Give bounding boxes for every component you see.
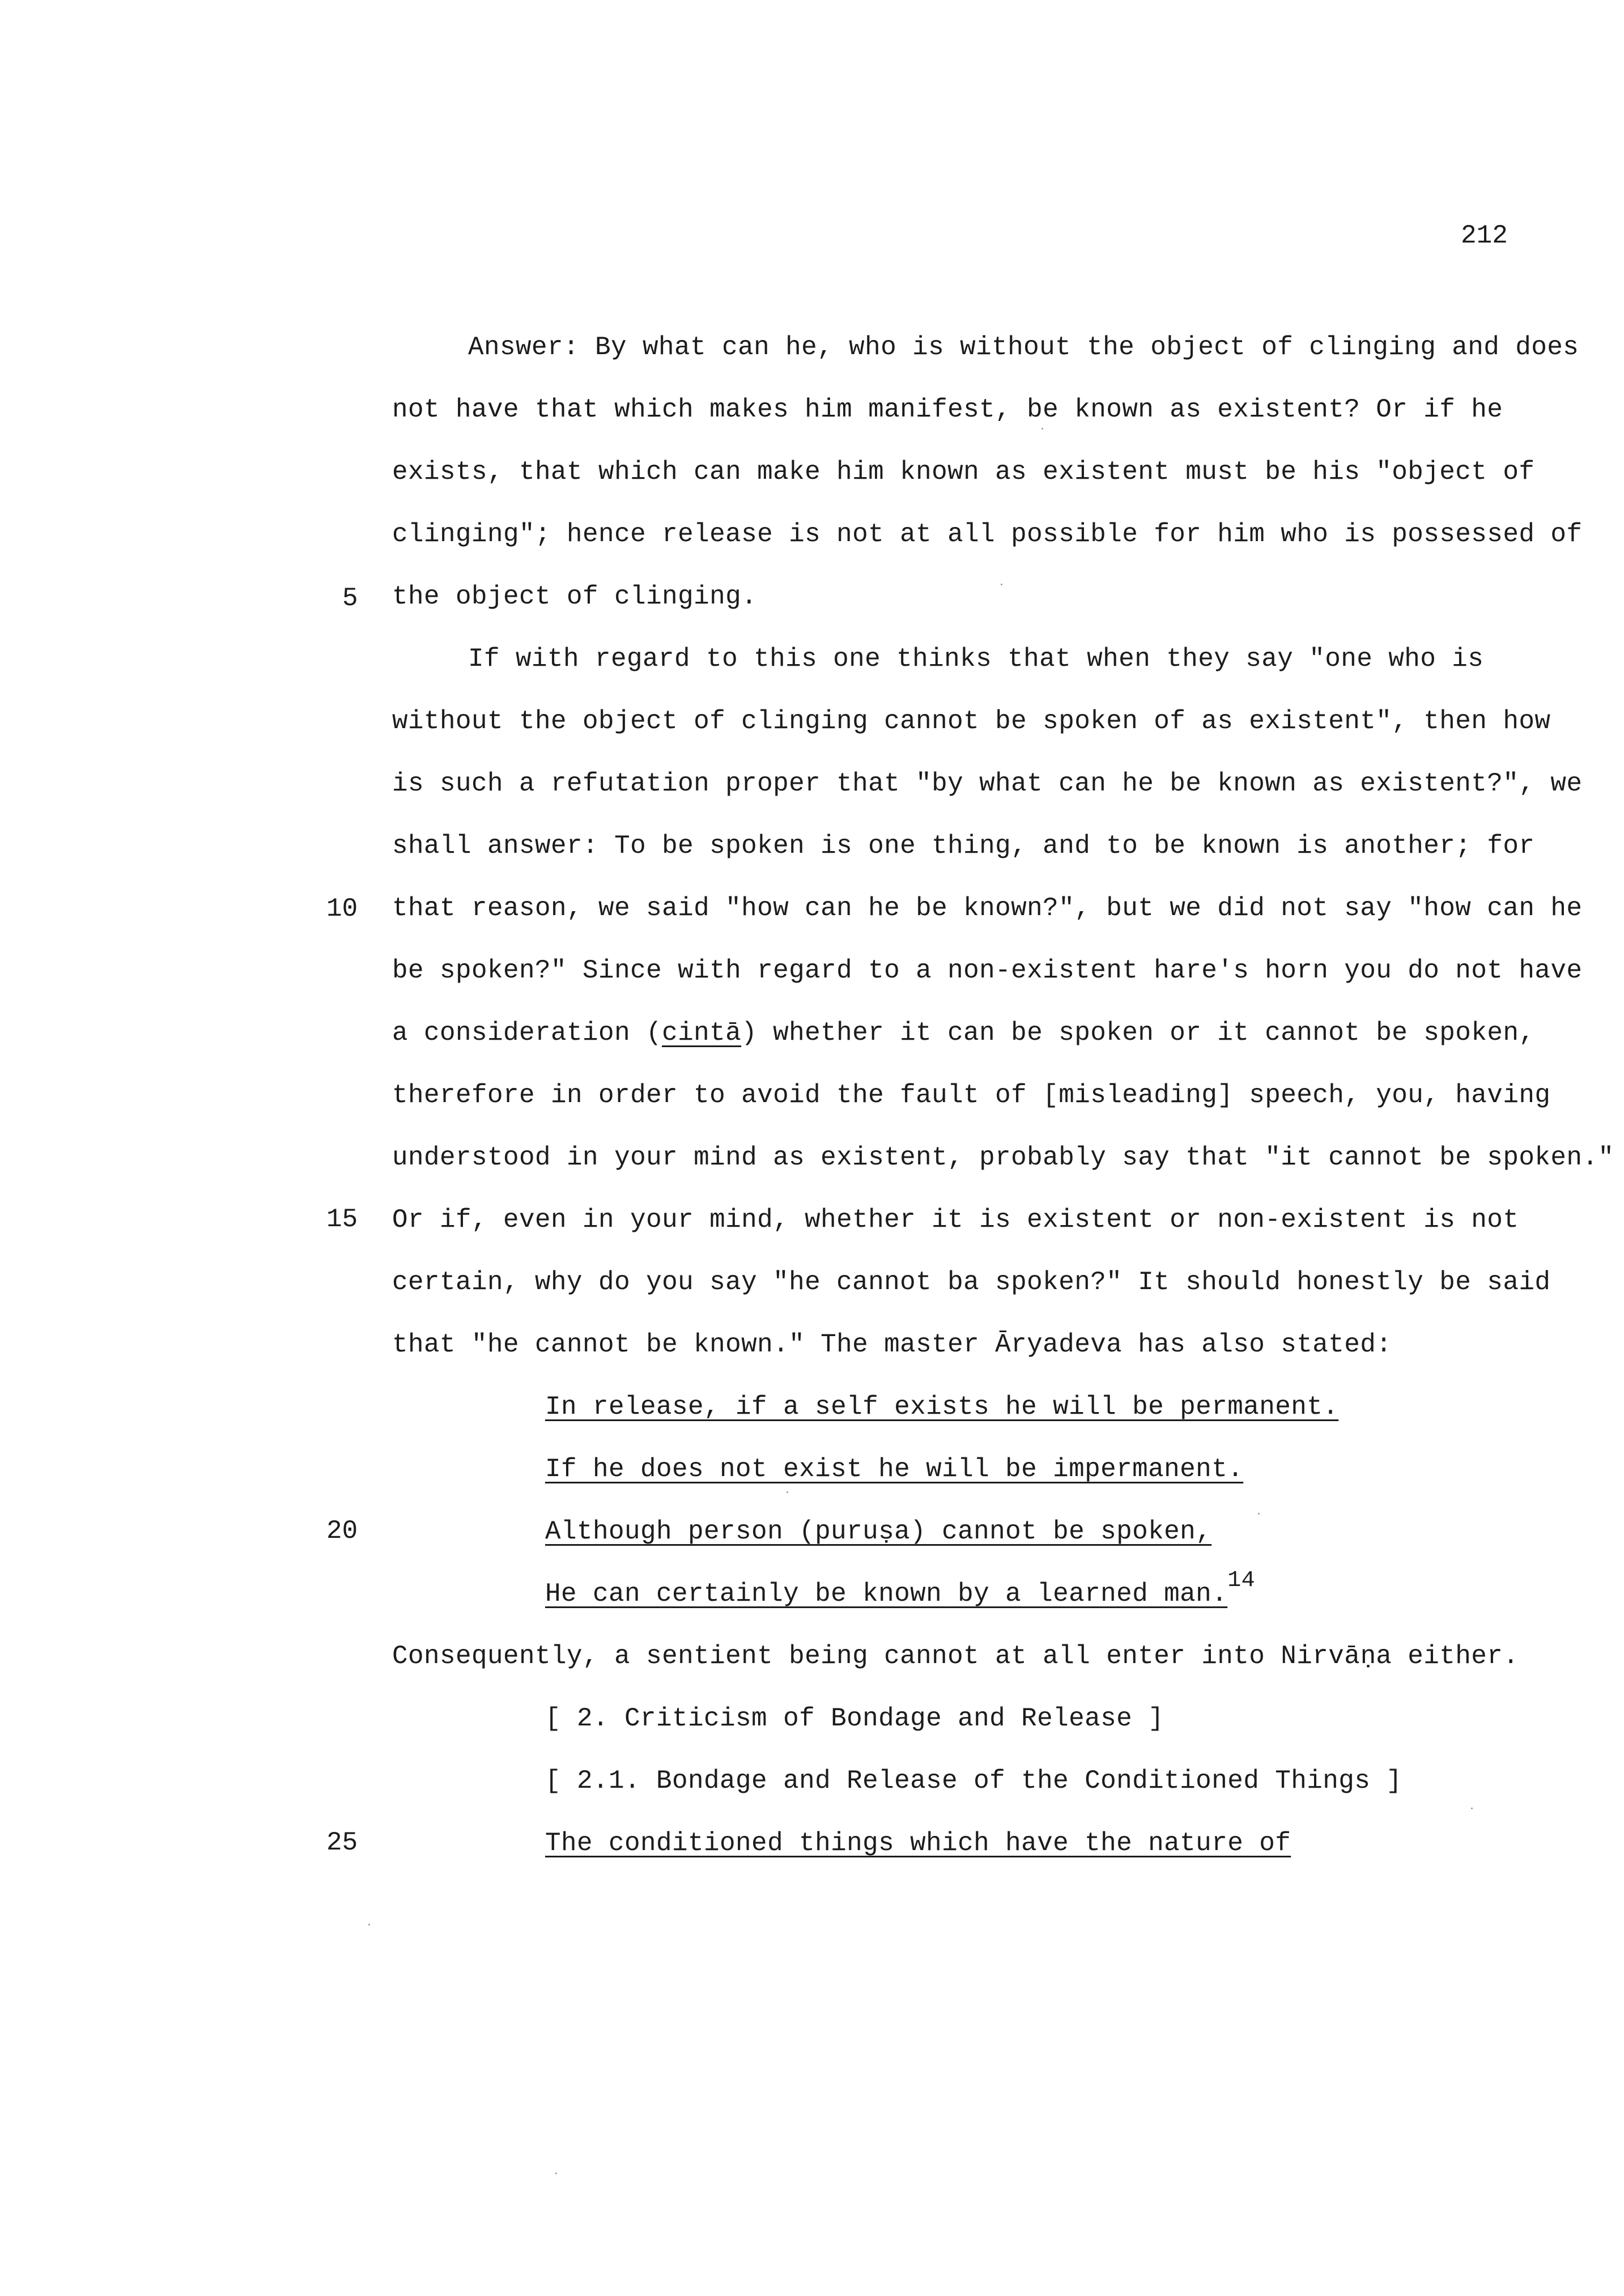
text-line xyxy=(392,1017,1534,1049)
sanskrit-term: cintā xyxy=(662,1018,742,1048)
scan-speck xyxy=(1041,428,1043,430)
verse-line: In release, if a self exists he will be permanent. xyxy=(545,1392,1339,1422)
text-line: is such a refutation proper that "by what can he be known as existent?", we xyxy=(392,769,1583,798)
text-line: understood in your mind as existent, probably say that "it cannot be spoken." xyxy=(392,1143,1614,1172)
scan-speck xyxy=(1471,1808,1473,1809)
text-line: shall answer: To be spoken is one thing, and to be known is another; for xyxy=(392,831,1535,861)
page-number: 212 xyxy=(1461,221,1508,250)
verse-line: If he does not exist he will be impermanent. xyxy=(545,1455,1244,1484)
text-line: the object of clinging. xyxy=(392,582,758,611)
text-line: Answer: By what can he, who is without the object of clinging and does xyxy=(468,333,1579,362)
scan-speck xyxy=(368,1924,370,1925)
verse-line: Although person (puruṣa) cannot be spoken, xyxy=(545,1517,1212,1546)
text-line: not have that which makes him manifest, be known as existent? Or if he xyxy=(392,395,1503,424)
text-line: clinging"; hence release is not at all possible for him who is possessed of xyxy=(392,520,1583,549)
scan-speck xyxy=(787,1491,788,1493)
text-segment: a consideration ( xyxy=(392,1018,662,1048)
text-line: that reason, we said "how can he be known?", but we did not say "how can he xyxy=(392,894,1583,923)
scan-speck xyxy=(1258,1513,1260,1515)
footnote-reference: 14 xyxy=(1227,1568,1256,1593)
line-number-5: 5 xyxy=(342,584,358,613)
line-number-20: 20 xyxy=(326,1516,358,1546)
verse-line: The conditioned things which have the nature of xyxy=(545,1829,1291,1858)
verse-text: He can certainly be known by a learned man. xyxy=(545,1579,1228,1609)
text-line: without the object of clinging cannot be spoken of as existent", then how xyxy=(392,707,1551,736)
text-line: that "he cannot be known." The master Āryadeva has also stated: xyxy=(392,1330,1392,1359)
text-line: Or if, even in your mind, whether it is existent or non-existent is not xyxy=(392,1205,1519,1235)
scan-speck xyxy=(1001,584,1002,585)
section-heading: [ 2. Criticism of Bondage and Release ] xyxy=(545,1704,1164,1733)
scan-speck xyxy=(555,2172,557,2174)
verse-line xyxy=(545,1568,1256,1612)
subsection-heading: [ 2.1. Bondage and Release of the Conditioned Things ] xyxy=(545,1766,1402,1796)
line-number-10: 10 xyxy=(326,894,358,924)
line-number-25: 25 xyxy=(326,1828,358,1857)
text-line: be spoken?" Since with regard to a non-existent hare's horn you do not have xyxy=(392,956,1583,985)
text-line: If with regard to this one thinks that when they say "one who is xyxy=(468,644,1484,674)
text-line: certain, why do you say "he cannot ba spoken?" It should honestly be said xyxy=(392,1268,1551,1297)
text-line: Consequently, a sentient being cannot at all enter into Nirvāṇa either. xyxy=(392,1642,1519,1671)
text-segment: ) whether it can be spoken or it cannot be spoken, xyxy=(741,1018,1535,1048)
text-line: exists, that which can make him known as existent must be his "object of xyxy=(392,457,1535,487)
line-number-15: 15 xyxy=(326,1205,358,1234)
text-line: therefore in order to avoid the fault of [misleading] speech, you, having xyxy=(392,1081,1551,1110)
